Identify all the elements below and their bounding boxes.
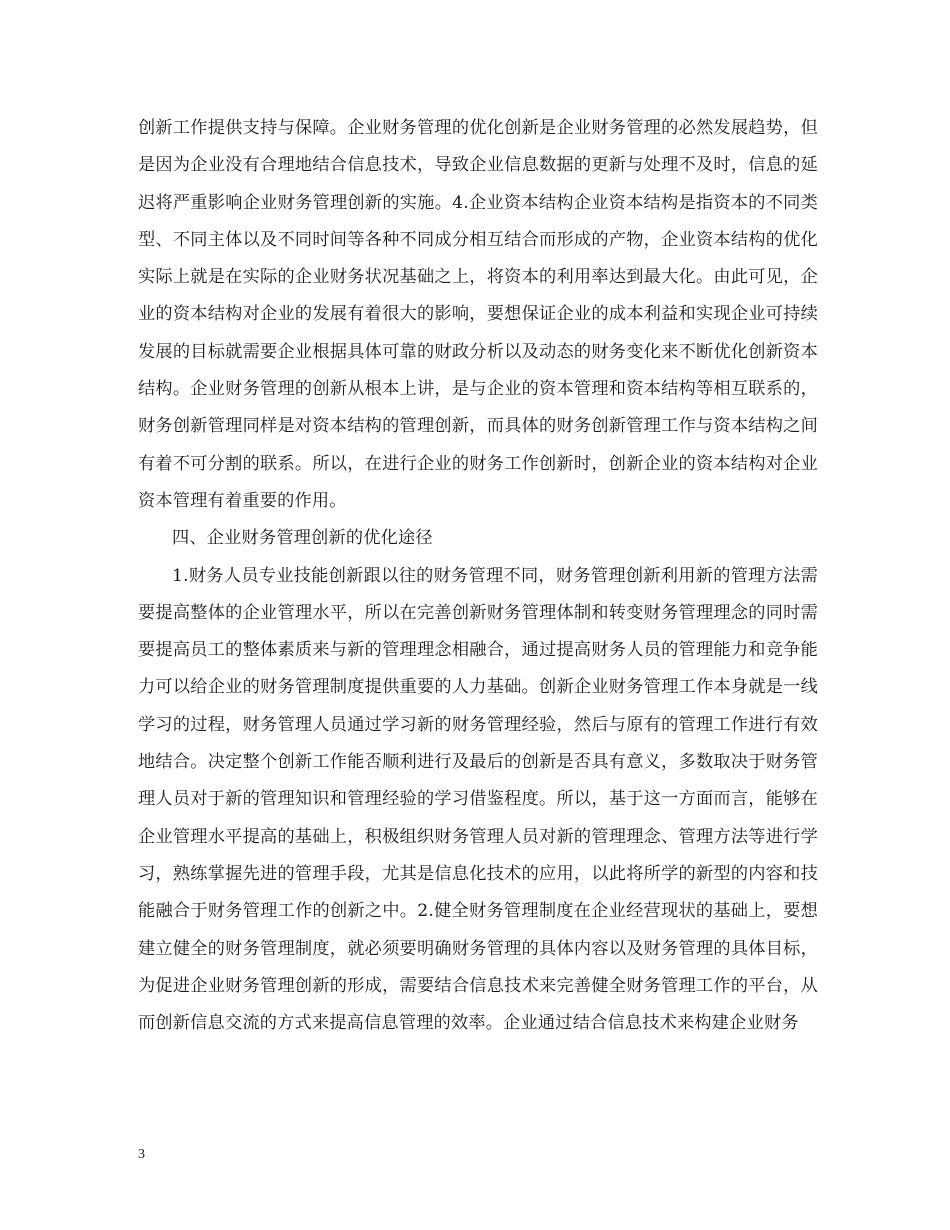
section-heading-optimization: 四、企业财务管理创新的优化途径: [172, 528, 433, 549]
paragraph-staff-skills: 1.财务人员专业技能创新跟以往的财务管理不同，财务管理创新利用新的管理方法需要提高整体的企业管理水平，所以在完善创新财务管理体制和转变财务管理理念的同时需要提高员工的整体素质来与新的管理理念相融合，通过提高财务人员的管理能力和竞争能力可以给企业的财务管理制度提供重要的人力基础。创新企业财务管理工作本身就是一线学习的过程，财务管理人员通过学习新的财务管理经验，然后与原有的管理工作进行有效地结合。决定整个创新工作能否顺利进行及最后的创新是否具有意义，多数取决于财务管理人员对于新的管理知识和管理经验的学习借鉴程度。所以，基于这一方面而言，能够在企业管理水平提高的基础上，积极组织财务管理人员对新的管理理念、管理方法等进行学习，熟练掌握先进的管理手段，尤其是信息化技术的应用，以此将所学的新型的内容和技能融合于财务管理工作的创新之中。2.健全财务管理制度在企业经营现状的基础上，要想建立健全的财务管理制度，就必须要明确财务管理的具体内容以及财务管理的具体目标，为促进企业财务管理创新的形成，需要结合信息技术来完善健全财务管理工作的平台，从而创新信息交流的方式来提高信息管理的效率。企业通过结合信息技术来构建企业财务: [138, 565, 818, 1034]
body-text: [138, 110, 818, 1042]
page-number: 3: [138, 1147, 145, 1162]
paragraph-capital-structure: 创新工作提供支持与保障。企业财务管理的优化创新是企业财务管理的必然发展趋势，但是因为企业没有合理地结合信息技术，导致企业信息数据的更新与处理不及时，信息的延迟将严重影响企业财务管理创新的实施。4.企业资本结构企业资本结构是指资本的不同类型、不同主体以及不同时间等各种不同成分相互结合而形成的产物，企业资本结构的优化实际上就是在实际的企业财务状况基础之上，将资本的利用率达到最大化。由此可见，企业的资本结构对企业的发展有着很大的影响，要想保证企业的成本利益和实现企业可持续发展的目标就需要企业根据具体可靠的财政分析以及动态的财务变化来不断优化创新资本结构。企业财务管理的创新从根本上讲，是与企业的资本管理和资本结构等相互联系的，财务创新管理同样是对资本结构的管理创新，而具体的财务创新管理工作与资本结构之间有着不可分割的联系。所以，在进行企业的财务工作创新时，创新企业的资本结构对企业资本管理有着重要的作用。: [138, 118, 818, 511]
